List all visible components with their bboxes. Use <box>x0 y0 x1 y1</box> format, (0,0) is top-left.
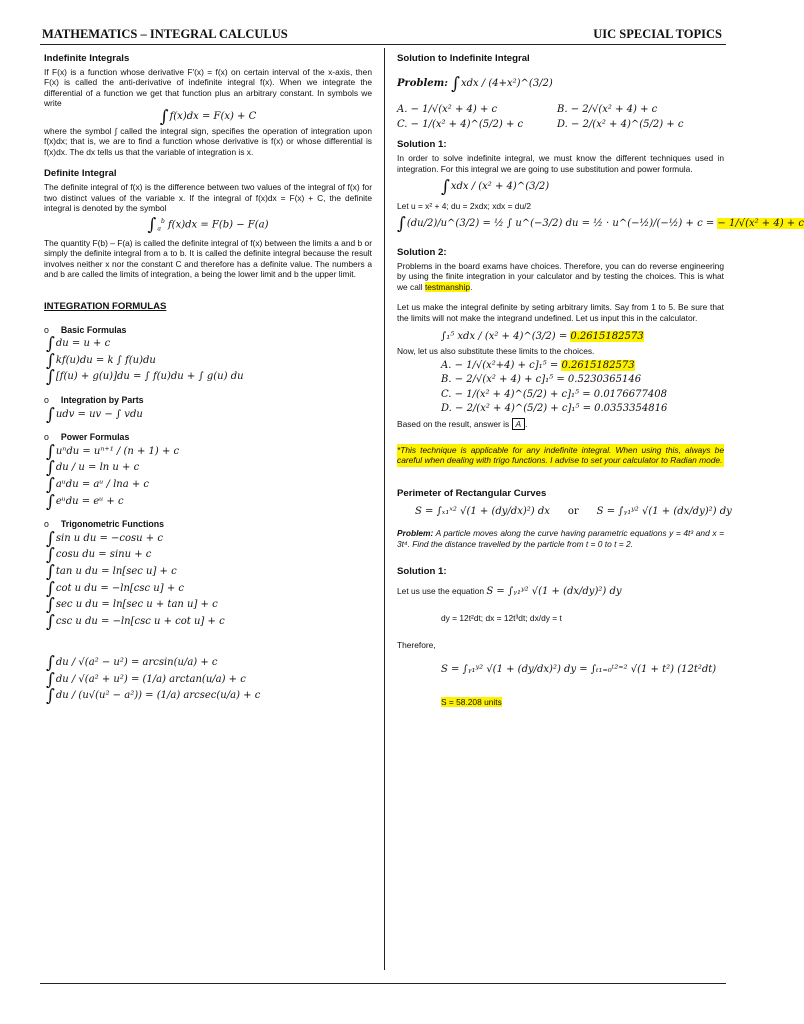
solution-2-para-1: Problems in the board exams have choices. Therefore, you can do reverse engineering by using the finite integration in your calculator and by testing the choices. This is what we call testmanship. <box>397 260 724 292</box>
problem-statement: Problem: ∫xdx / (4+x²)^(3/2) <box>397 73 553 94</box>
formulas-title: INTEGRATION FORMULAS <box>44 301 167 313</box>
header-topic: UIC SPECIAL TOPICS <box>593 27 722 41</box>
indefinite-title: Indefinite Integrals <box>44 53 130 64</box>
basic-formula-2: ∫kf(u)du = k ∫ f(u)du <box>46 350 156 371</box>
left-column <box>44 54 372 708</box>
definite-equation: $\int_a^b$ f(x)dx = F(b) − F(a) <box>147 215 269 236</box>
trig-formula-csc: ∫csc u du = −ln[csc u + cot u] + c <box>46 611 225 632</box>
perimeter-solution-title: Solution 1: <box>397 566 447 578</box>
column-divider <box>384 48 385 970</box>
substitution-d: D. − 2/(x² + 4)^(5/2) + c]₁⁵ = 0.0353354816 <box>441 403 668 415</box>
trig-heading: o Trigonometric Functions <box>44 519 165 530</box>
choice-b: B. − 2/√(x² + 4) + c <box>557 104 658 116</box>
testmanship-term: testmanship <box>424 281 471 292</box>
page-header <box>42 27 722 43</box>
substitution-c: C. − 1/(x² + 4)^(5/2) + c]₁⁵ = 0.0176677408 <box>441 388 667 400</box>
basic-formula-3: ∫[f(u) + g(u)]du = ∫ f(u)du + ∫ g(u) du <box>46 367 244 388</box>
power-formula-1: ∫uⁿdu = uⁿ⁺¹ / (n + 1) + c <box>46 441 180 462</box>
trig-formula-sin: ∫sin u du = −cosu + c <box>46 528 163 549</box>
solution-1-answer: − 1/√(x² + 4) + c <box>717 218 804 230</box>
substitution-a: A. − 1/√(x²+4) + c]₁⁵ = 0.2615182573 <box>441 359 635 371</box>
solution-1-title: Solution 1: <box>397 139 447 151</box>
inverse-formula-arctan: ∫du / √(a² + u²) = (1/a) arctan(u/a) + c <box>46 669 246 690</box>
perimeter-final-equation: S = ∫ᵧ₁ʸ² √(1 + (dy/dx)²) dy = ∫ₜ₁₌₀ᵗ²⁼² √(1 + t²) (12t²dt) <box>441 663 717 675</box>
solution-1-para: In order to solve indefinite integral, we must know the different techniques used in integration. For this integral we are going to use substitution and power formula. <box>397 152 724 174</box>
perimeter-equation-intro: Let us use the equation S = ∫ᵧ₁ʸ² √(1 + (dx/dy)²) dy <box>397 585 622 597</box>
perimeter-answer: S = 58.208 units <box>441 697 502 708</box>
trig-formula-cos: ∫cosu du = sinu + c <box>46 545 152 566</box>
solution-title: Solution to Indefinite Integral <box>397 53 530 64</box>
solution-2-para-2: Let us make the integral definite by seting arbitrary limits. Say from 1 to 5. Be sure that the limits will not make the integrand undefined. Let us input this in the calculator. <box>397 302 724 323</box>
indefinite-equation: ∫f(x)dx = F(x) + C <box>159 106 257 127</box>
answer-box: A <box>512 418 526 430</box>
solution-2-para-3: Now, let us also substitute these limits to the choices. <box>397 346 595 357</box>
solution-1-integral: ∫xdx / (x² + 4)^(3/2) <box>441 177 550 198</box>
indefinite-para-2: where the symbol ∫ called the integral sign, specifies the operation of integration upon f(x)dx; that is, we are to find a function whose derivative is f(x) or whose differential is f(x)dx. The dx tells us that the variable of integration is x. <box>44 125 372 157</box>
technique-note: *This technique is applicable for any indefinite integral. When using this, always be careful when dealing with trigo functions. I advise to set your calculator to Radian mode. <box>397 444 724 466</box>
definite-title: Definite Integral <box>44 168 117 180</box>
power-formula-3: ∫aᵘdu = aᵘ / lna + c <box>46 474 150 495</box>
footer-rule <box>40 983 726 984</box>
choices-row-2 <box>397 120 724 131</box>
trig-formula-tan: ∫tan u du = ln[sec u] + c <box>46 561 177 582</box>
inverse-formula-arcsin: ∫du / √(a² − u²) = arcsin(u/a) + c <box>46 653 218 674</box>
header-rule <box>40 44 726 45</box>
definite-para-2: The quantity F(b) – F(a) is called the definite integral of f(x) between the limits a and b or simply the definite integral from a to b. It is called the definite integral because the result involves neither x nor the constant C and therefore has a definite value. The numbers a and b are called the limits of integration, a being the lower limit and b the upper limit. <box>44 237 372 280</box>
choice-d: D. − 2/(x² + 4)^(5/2) + c <box>557 118 684 130</box>
perimeter-differentials: dy = 12t²dt; dx = 12t³dt; dx/dy = t <box>441 613 562 624</box>
power-formula-2: ∫du / u = ln u + c <box>46 458 140 479</box>
parts-formula: ∫udv = uv − ∫ vdu <box>46 404 143 425</box>
power-formula-4: ∫eᵘdu = eᵘ + c <box>46 491 124 512</box>
therefore-label: Therefore, <box>397 640 436 650</box>
solution-2-title: Solution 2: <box>397 246 447 258</box>
power-heading: o Power Formulas <box>44 432 130 443</box>
perimeter-problem: Problem: A particle moves along the curve having parametric equations y = 4t³ and x = 3t⁴. Find the distance travelled by the particle from t = 0 to t = 2. <box>397 528 724 549</box>
choice-c: C. − 1/(x² + 4)^(5/2) + c <box>397 118 524 130</box>
solution-1-substitution: Let u = x² + 4; du = 2xdx; xdx = du/2 <box>397 200 532 211</box>
choices-row-1 <box>397 105 724 116</box>
result-line: Based on the result, answer is A . <box>397 419 528 430</box>
solution-2-value: 0.2615182573 <box>570 330 644 342</box>
definite-para-1: The definite integral of f(x) is the difference between two values of the integral of f(x) for two distinct values of the variable x. If the integral of f(x)dx = F(x) + C, the definite integral is denoted by the symbol <box>44 181 372 214</box>
basic-formulas-heading: o Basic Formulas <box>44 324 127 335</box>
indefinite-para-1: If F(x) is a function whose derivative F'(x) = f(x) on certain interval of the x-axis, then F(x) is called the anti-derivative of indefinite integral f(x). When we integrate the differential of a function we get that function plus an arbitrary constant. In symbols we write <box>44 66 372 109</box>
choice-a: A. − 1/√(x² + 4) + c <box>397 104 498 116</box>
basic-formula-1: ∫du = u + c <box>46 334 111 355</box>
perimeter-title: Perimeter of Rectangular Curves <box>397 487 547 499</box>
solution-1-work: ∫(du/2)/u^(3/2) = ½ ∫ u^(−3/2) du = ½ · u^(−½)/(−½) + c = − 1/√(x² + 4) + c <box>397 214 804 235</box>
perimeter-equations: S = ∫ₓ₁ˣ² √(1 + (dy/dx)²) dx or S = ∫ᵧ₁ʸ² √(1 + (dx/dy)²) dy <box>415 506 732 518</box>
inverse-formula-arcsec: ∫du / (u√(u² − a²)) = (1/a) arcsec(u/a) + c <box>46 686 261 707</box>
solution-2-definite: ∫₁⁵ xdx / (x² + 4)^(3/2) = 0.2615182573 <box>441 330 644 342</box>
header-subject: MATHEMATICS – INTEGRAL CALCULUS <box>42 27 288 41</box>
trig-formula-cot: ∫cot u du = −ln[csc u] + c <box>46 578 184 599</box>
right-column <box>397 53 804 712</box>
parts-heading: o Integration by Parts <box>44 394 144 405</box>
substitution-b: B. − 2/√(x² + 4) + c]₁⁵ = 0.5230365146 <box>441 374 642 386</box>
trig-formula-sec: ∫sec u du = ln[sec u + tan u] + c <box>46 595 218 616</box>
